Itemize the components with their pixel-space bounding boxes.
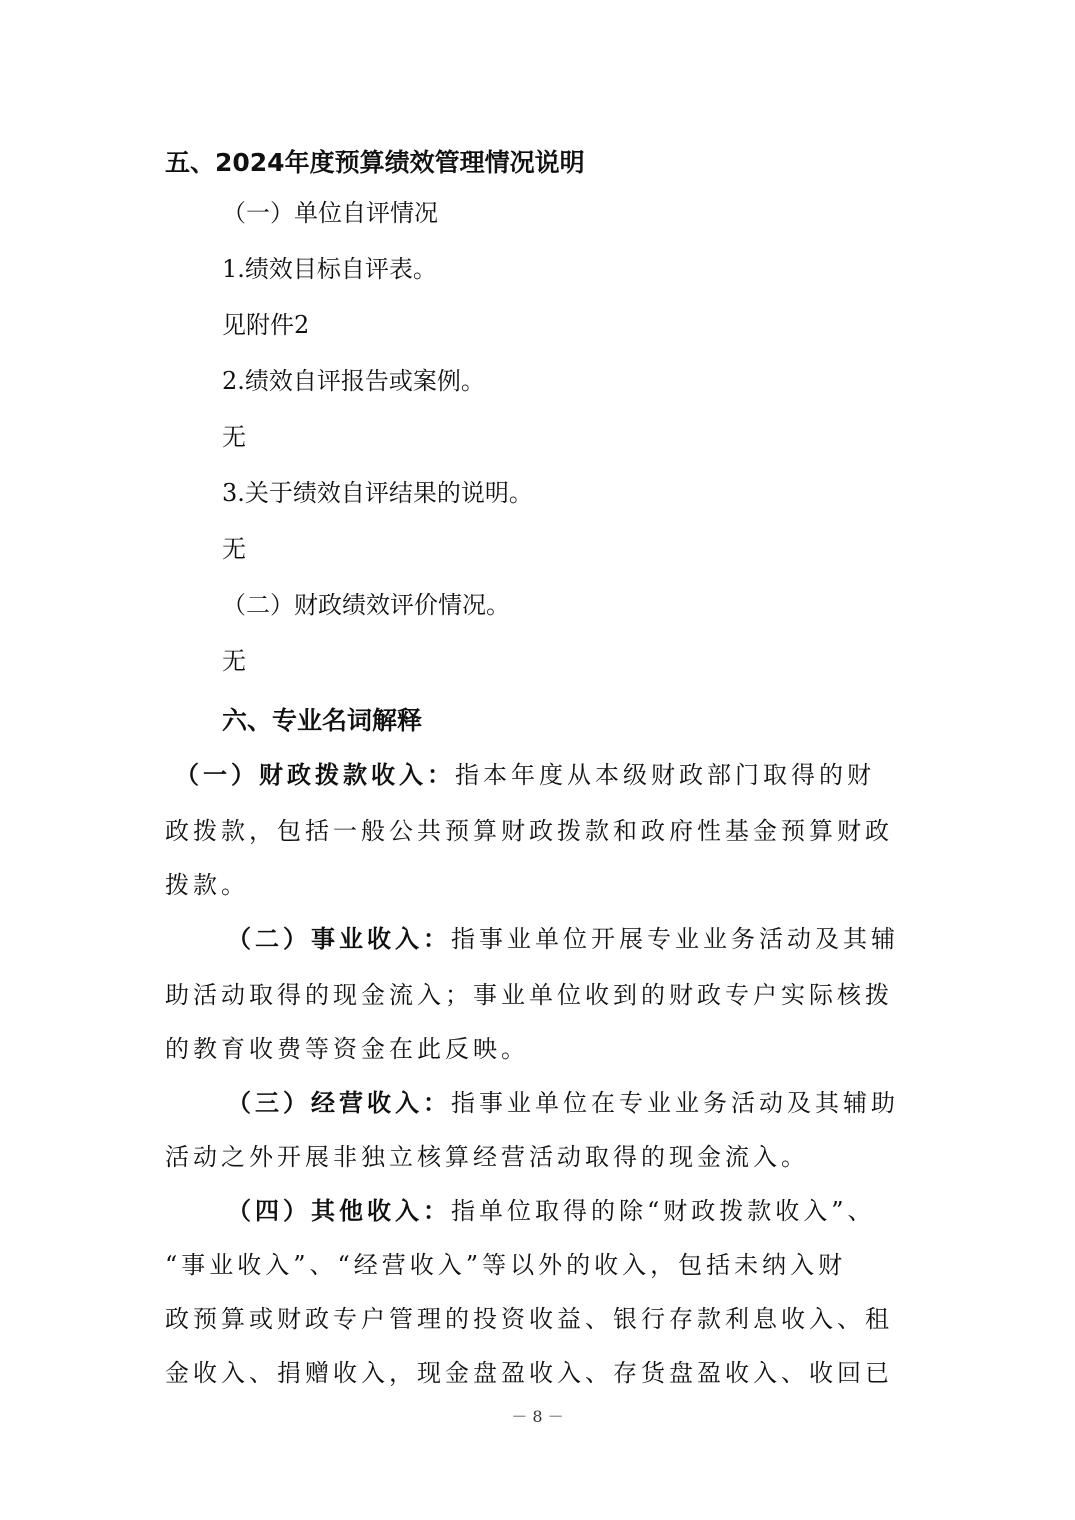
section-5-title: 五、2024年度预算绩效管理情况说明 [165,148,585,177]
term-paragraph-first-line [227,1193,876,1229]
item-3-value: 无 [222,535,246,563]
term-text: 指单位取得的除“财政拨款收入”、 [451,1197,876,1225]
subsection-fiscal-evaluation-value: 无 [222,647,246,675]
term-text: 指本年度从本级财政部门取得的财 [455,761,875,789]
term-label: （二）事业收入： [227,925,451,953]
item-3-title: 3.关于绩效自评结果的说明。 [222,479,533,507]
term-paragraph-line: 的教育收费等资金在此反映。 [165,1035,529,1063]
term-paragraph-first-line [227,921,899,957]
term-text: 指事业单位在专业业务活动及其辅助 [451,1089,899,1117]
term-paragraph-line: 金收入、捐赠收入，现金盘盈收入、存货盘盈收入、收回已 [165,1359,893,1387]
term-label: （四）其他收入： [227,1197,451,1225]
term-paragraph-line: 活动之外开展非独立核算经营活动取得的现金流入。 [165,1143,809,1171]
item-1-value: 见附件2 [222,311,310,339]
page-number: － 8 － [511,1407,564,1426]
term-label: （三）经营收入： [227,1089,451,1117]
item-2-value: 无 [222,423,246,451]
term-paragraph-line: 助活动取得的现金流入；事业单位收到的财政专户实际核拨 [165,981,893,1009]
term-paragraph-line: 政预算或财政专户管理的投资收益、银行存款利息收入、租 [165,1305,893,1333]
item-2-title: 2.绩效自评报告或案例。 [222,367,485,395]
term-paragraph-first-line [175,757,875,793]
term-paragraph-line: 拨款。 [165,871,249,899]
term-label: （一）财政拨款收入： [175,761,455,789]
subsection-fiscal-evaluation: （二）财政绩效评价情况。 [222,591,510,619]
term-paragraph-first-line [227,1085,899,1121]
term-paragraph-line: “事业收入”、“经营收入”等以外的收入，包括未纳入财 [165,1251,847,1279]
section-6-title: 六、专业名词解释 [222,706,423,735]
subsection-self-evaluation: （一）单位自评情况 [222,199,438,227]
term-text: 指事业单位开展专业业务活动及其辅 [451,925,899,953]
term-paragraph-line: 政拨款，包括一般公共预算财政拨款和政府性基金预算财政 [165,817,893,845]
item-1-title: 1.绩效目标自评表。 [222,255,437,283]
